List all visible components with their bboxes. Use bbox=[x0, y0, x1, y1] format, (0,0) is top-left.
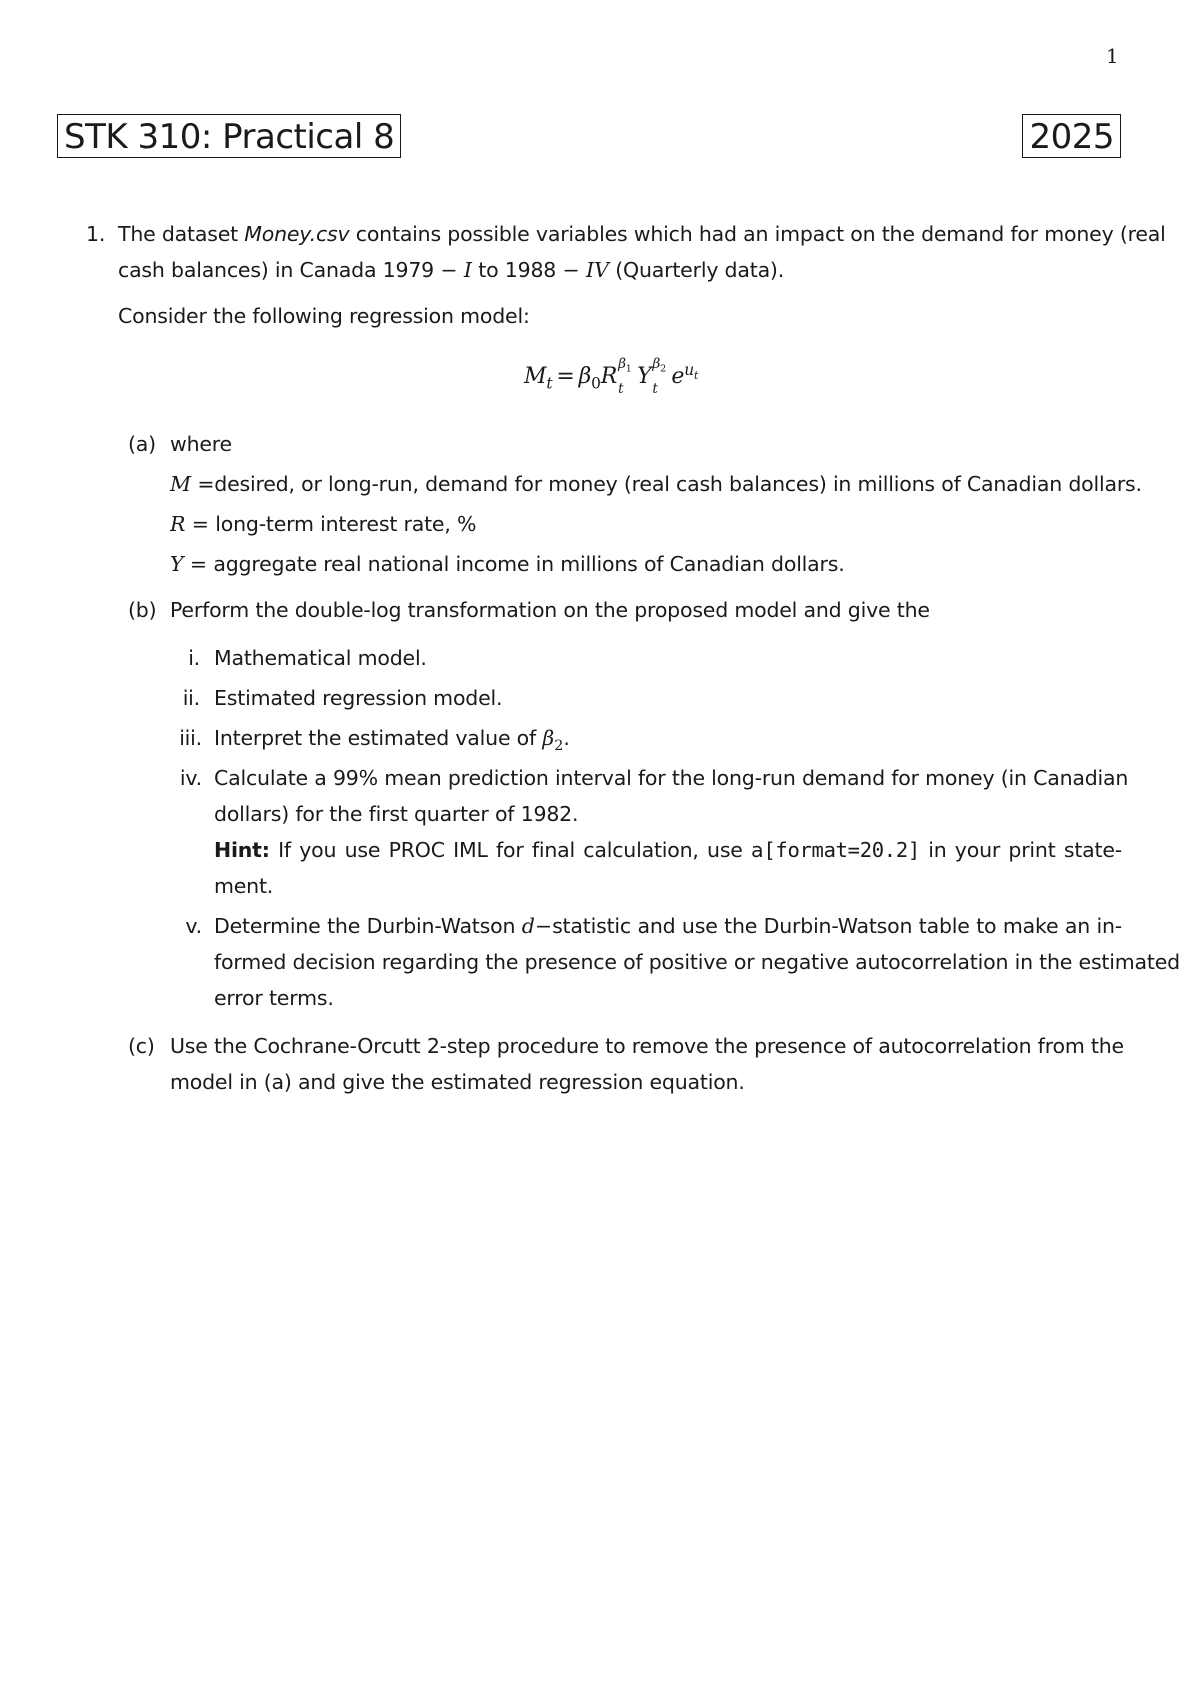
part-b-item-text: Estimated regression model. bbox=[214, 686, 503, 710]
part-b-label: (b) bbox=[128, 598, 157, 622]
definition-R: R = long-term interest rate, % bbox=[170, 512, 477, 536]
part-c-label: (c) bbox=[128, 1034, 155, 1058]
part-b-item-label: iii. bbox=[179, 726, 202, 750]
part-b-item-label: v. bbox=[185, 914, 202, 938]
document-title: STK 310: Practical 8 bbox=[57, 114, 401, 158]
part-b-item-label: i. bbox=[188, 646, 200, 670]
consider-text: Consider the following regression model: bbox=[118, 304, 530, 328]
part-b-item-text-cont: formed decision regarding the presence of positive or negative autocorrelation in the estimated bbox=[214, 950, 1180, 974]
part-b-item-text-cont: error terms. bbox=[214, 986, 334, 1010]
part-b-text: Perform the double-log transformation on the proposed model and give the bbox=[170, 598, 930, 622]
part-b-item-text: Determine the Durbin-Watson d−statistic and use the Durbin-Watson table to make an in- bbox=[214, 914, 1122, 938]
part-b-item-text: Mathematical model. bbox=[214, 646, 427, 670]
part-b-item-label: ii. bbox=[182, 686, 200, 710]
part-a-label: (a) bbox=[128, 432, 156, 456]
hint-code: [format=20.2] bbox=[763, 838, 920, 862]
hint-label: Hint: bbox=[214, 838, 270, 862]
definition-Y: Y = aggregate real national income in millions of Canadian dollars. bbox=[170, 552, 845, 576]
hint-line-cont: ment. bbox=[214, 874, 274, 898]
part-b-item-label: iv. bbox=[179, 766, 202, 790]
part-b-item-text: Calculate a 99% mean prediction interval for the long-run demand for money (in Canadian bbox=[214, 766, 1129, 790]
question-number: 1. bbox=[86, 222, 106, 246]
dataset-name: Money.csv bbox=[244, 222, 350, 246]
part-c-text-cont: model in (a) and give the estimated regression equation. bbox=[170, 1070, 745, 1094]
part-b-item-text-cont: dollars) for the first quarter of 1982. bbox=[214, 802, 579, 826]
question-intro-line1: The dataset Money.csv contains possible variables which had an impact on the demand for money (real bbox=[118, 222, 1166, 246]
part-c-text: Use the Cochrane-Orcutt 2-step procedure to remove the presence of autocorrelation from the bbox=[170, 1034, 1124, 1058]
page-number: 1 bbox=[1106, 44, 1119, 68]
question-intro-line2: cash balances) in Canada 1979 − I to 1988 − IV (Quarterly data). bbox=[118, 258, 785, 282]
regression-equation: $M_t = \beta_0R$ $\beta_1$ t Y $\beta_2$ t $e^{u_t}$ bbox=[524, 356, 699, 397]
definition-M: M =desired, or long-run, demand for money (real cash balances) in millions of Canadian dollars. bbox=[170, 472, 1142, 496]
part-b-item-text: Interpret the estimated value of $\beta_2$. bbox=[214, 726, 570, 755]
part-a-text: where bbox=[170, 432, 232, 456]
hint-line: Hint: If you use PROC IML for final calculation, use a[format=20.2] in your print state- bbox=[214, 838, 1122, 862]
document-year: 2025 bbox=[1022, 114, 1121, 158]
